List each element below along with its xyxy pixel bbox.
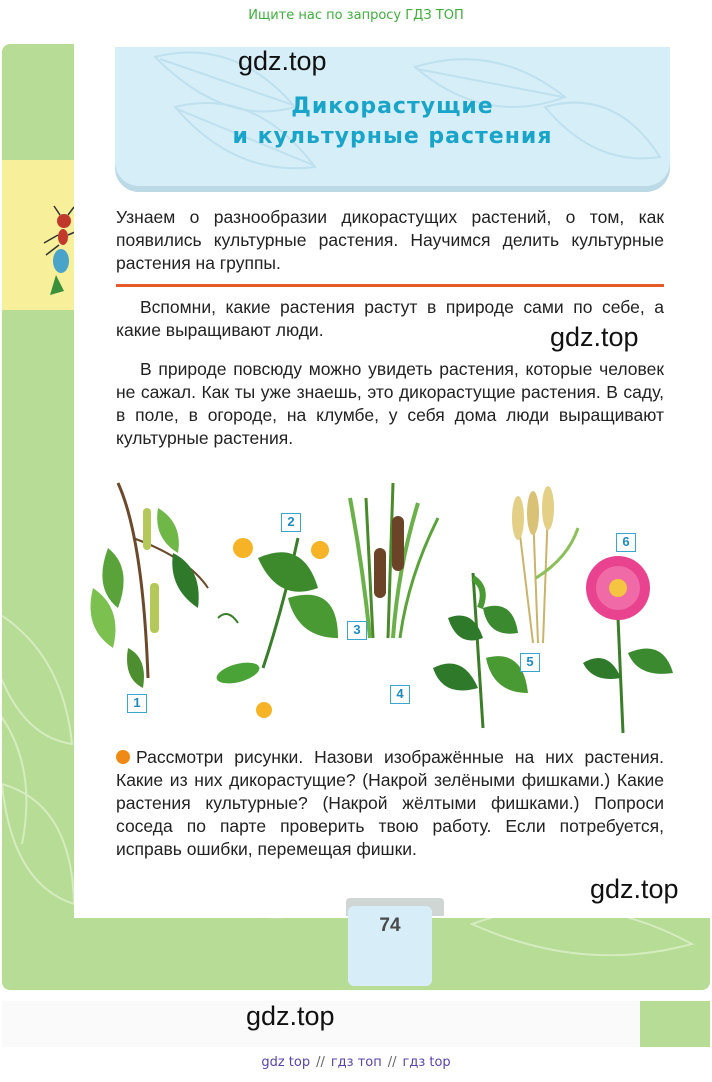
plant-label-4: 4: [390, 685, 410, 704]
birch-branch-illustration: [91, 483, 209, 688]
cattail-illustration: [350, 483, 438, 638]
paragraph-recall: Вспомни, какие растения растут в природе сами по себе, а какие выращивают люди.: [116, 297, 664, 340]
watermark: gdz.top: [550, 322, 639, 352]
leaf-watermark-icon: [115, 47, 670, 192]
footer-separator: //: [387, 1055, 397, 1070]
footer-separator: //: [316, 1055, 325, 1070]
top-banner: Ищите нас по запросу ГДЗ ТОП: [248, 8, 464, 23]
plant-label-5: 5: [520, 653, 540, 672]
bullet-icon: [116, 750, 130, 764]
wheat-illustration: [512, 486, 578, 643]
cucumber-plant-illustration: [214, 538, 338, 718]
next-page-frame: [640, 1001, 710, 1047]
aster-flower-illustration: [583, 556, 673, 733]
paragraph-wild-plants: В природе повсюду можно увидеть растения, которые человек не сажал. Как ты уже знаешь, это дикорастущие растения. В саду, в поле, в огороде, на клумбе, у себя дома люди выращивают культурные растения.: [116, 359, 664, 448]
plant-label-2: 2: [281, 513, 301, 532]
footer-link[interactable]: гдз топ: [330, 1055, 382, 1070]
nettle-illustration: [433, 573, 528, 728]
task-text: [116, 746, 664, 861]
next-page-preview: [2, 1001, 710, 1047]
task-body: Рассмотри рисунки. Назови изображённые на них растения. Какие из них дикорастущие? (Накрой зелёными фишками.) Какие растения культурные? (Накрой жёлтыми фишками.) Попроси соседа по парте проверить твою работу. Если потребуется, исправь ошибки, перемещая фишки.: [116, 747, 664, 859]
footer-link[interactable]: gdz top: [261, 1055, 311, 1070]
lesson-intro: Узнаем о разнообразии дикорастущих растений, о том, как появились культурные растения. Научимся делить культурные растения на группы.: [116, 207, 664, 273]
title-banner: [115, 47, 670, 192]
divider: [116, 284, 664, 287]
plant-label-3: 3: [347, 621, 367, 640]
plant-label-6: 6: [616, 533, 636, 552]
footer-link[interactable]: гдз top: [402, 1055, 451, 1070]
watermark: gdz.top: [246, 1001, 335, 1031]
plants-illustration: [88, 478, 688, 740]
page-number: 74: [348, 906, 432, 986]
page-title: Дикорастущие: [291, 94, 494, 119]
footer-links: [0, 1055, 712, 1070]
watermark: gdz.top: [238, 46, 327, 76]
watermark: gdz.top: [590, 874, 679, 904]
page-subtitle: и культурные растения: [232, 124, 553, 149]
plant-label-1: 1: [127, 694, 147, 713]
